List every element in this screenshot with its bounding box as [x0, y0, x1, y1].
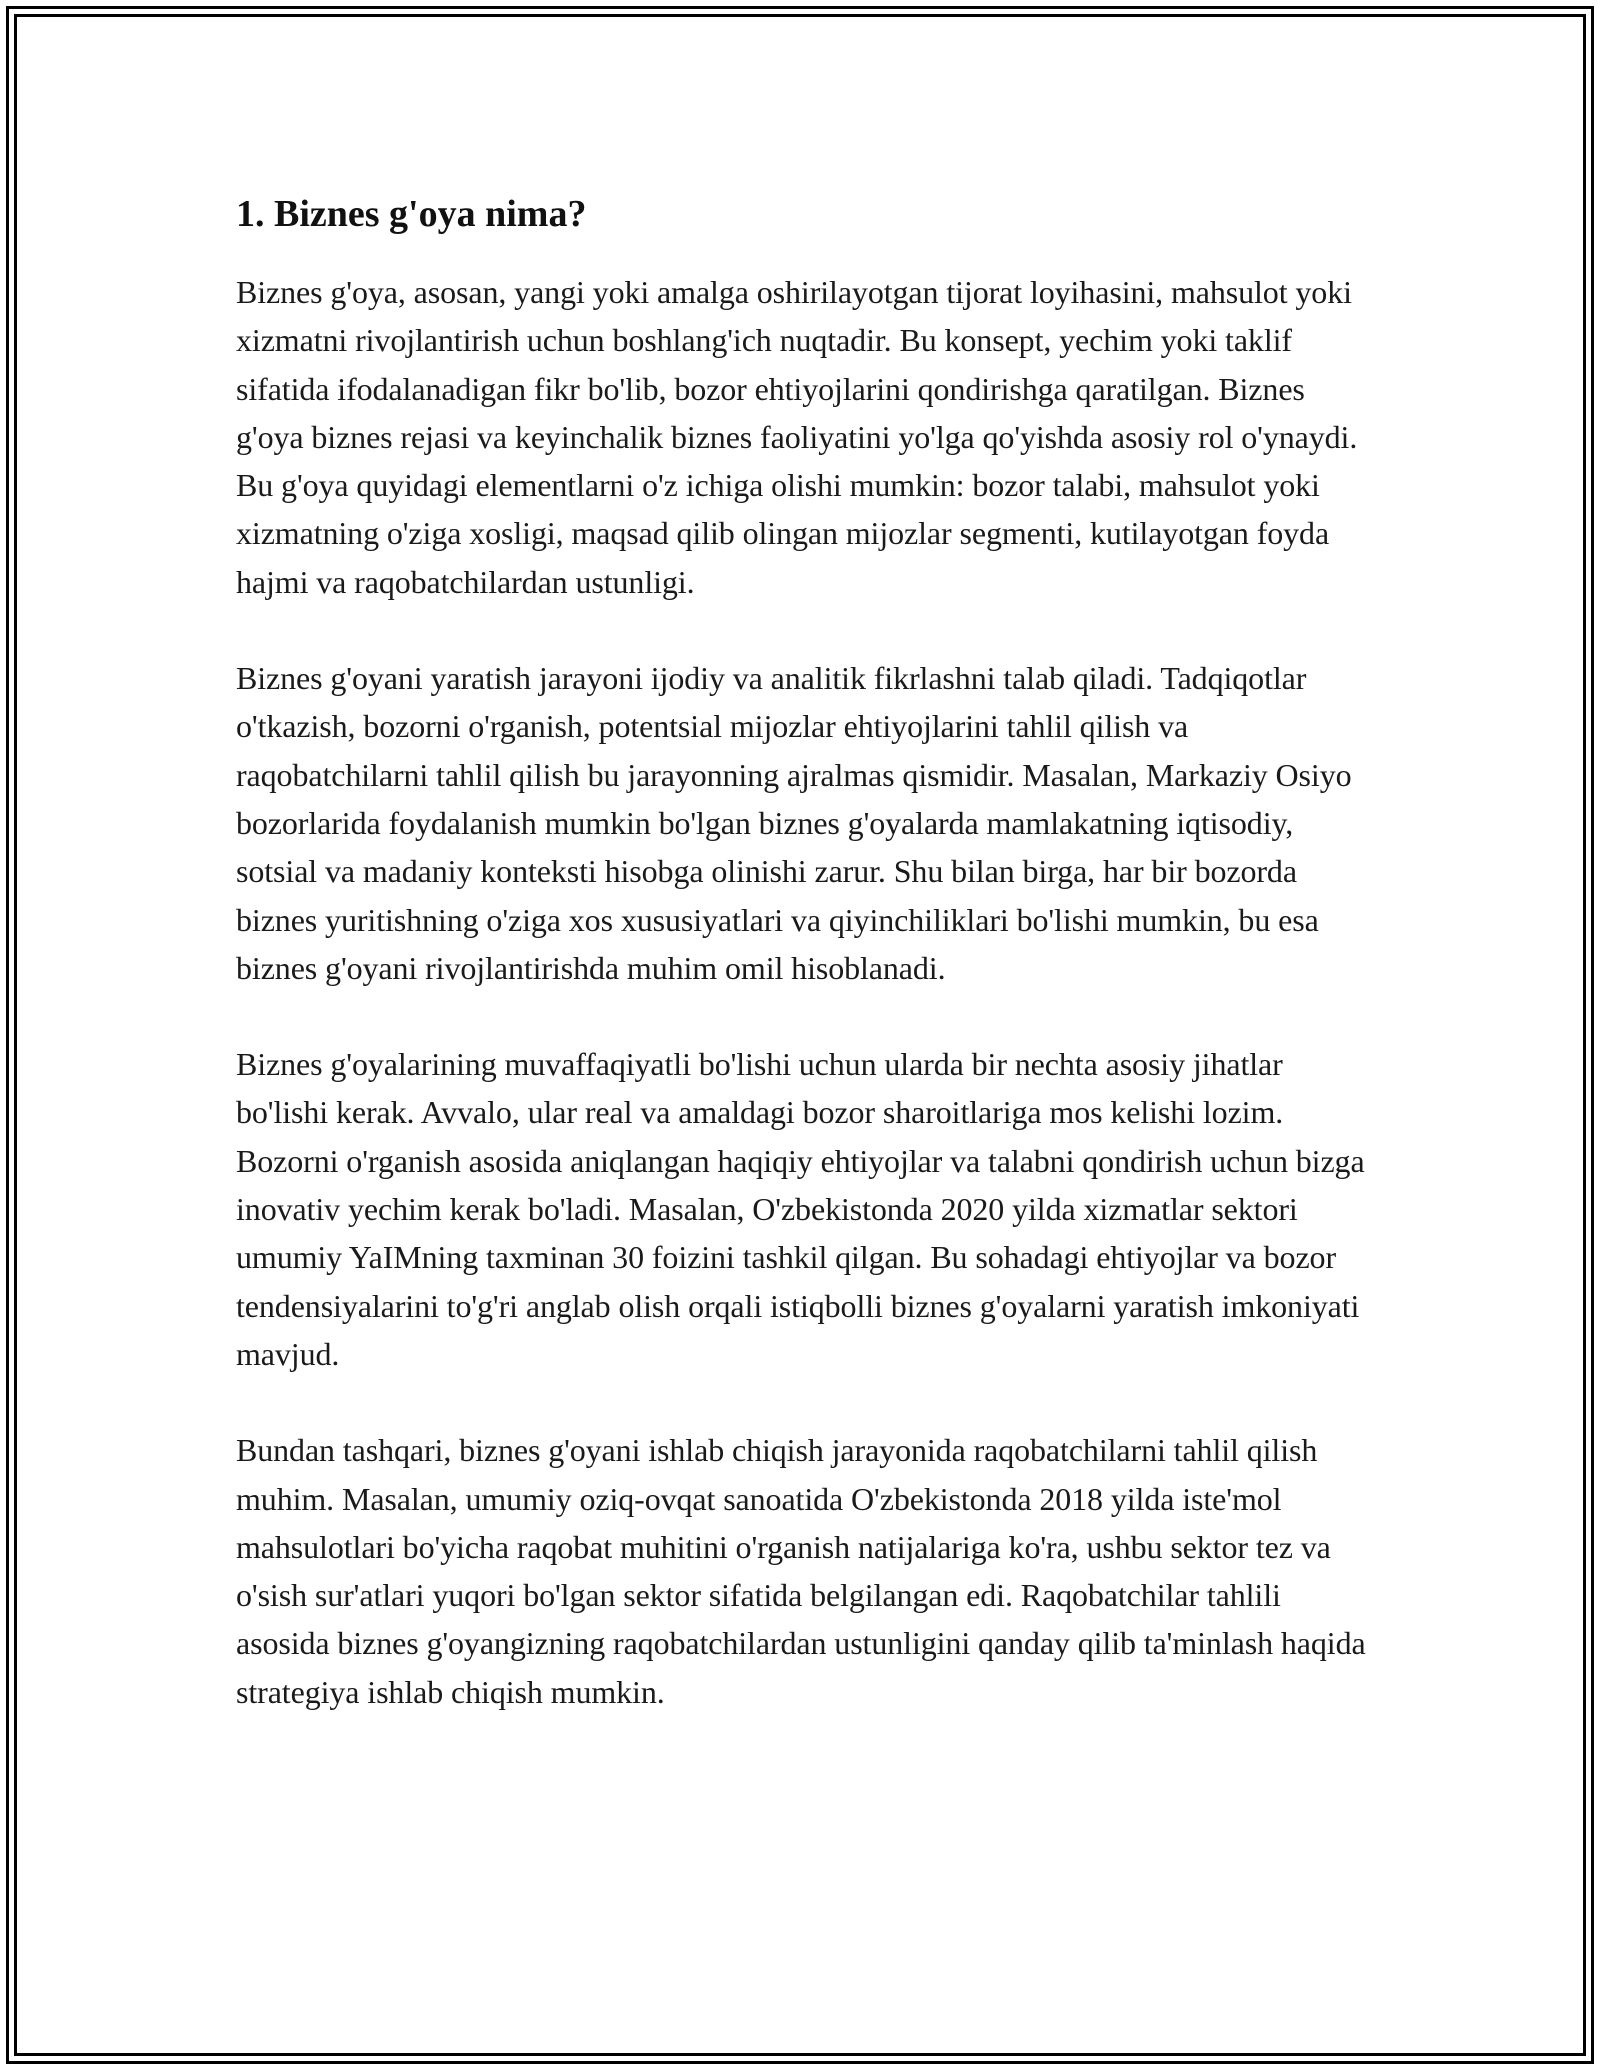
paragraph-4: Bundan tashqari, biznes g'oyani ishlab chiqish jarayonida raqobatchilarni tahlil qilish muhim. Masalan, umumiy oziq-ovqat sanoatida O'zbekistonda 2018 yilda iste'mol mahsulotlari bo'yicha raqobat muhitini o'rganish natijalariga ko'ra, ushbu sektor tez va o'sish sur'atlari yuqori bo'lgan sektor sifatida belgilangan edi. Raqobatchilar tahlili asosida biznes g'oyangizning raqobatchilardan ustunligini qanday qilib ta'minlash haqida strategiya ishlab chiqish mumkin.	[236, 1432, 1366, 1710]
paragraph-1: Biznes g'oya, asosan, yangi yoki amalga oshirilayotgan tijorat loyihasini, mahsulot yoki xizmatni rivojlantirish uchun boshlang'ich nuqtadir. Bu konsept, yechim yoki taklif sifatida ifodalanadigan fikr bo'lib, bozor ehtiyojlarini qondirishga qaratilgan. Biznes g'oya biznes rejasi va keyinchalik biznes faoliyatini yo'lga qo'yishda asosiy rol o'ynaydi. Bu g'oya quyidagi elementlarni o'z ichiga olishi mumkin: bozor talabi, mahsulot yoki xizmatning o'ziga xosligi, maqsad qilib olingan mijozlar segmenti, kutilayotgan foyda hajmi va raqobatchilardan ustunligi.	[236, 274, 1358, 600]
section-heading: 1. Biznes g'oya nima?	[236, 193, 587, 235]
paragraph-3: Biznes g'oyalarining muvaffaqiyatli bo'lishi uchun ularda bir nechta asosiy jihatlar bo'lishi kerak. Avvalo, ular real va amaldagi bozor sharoitlariga mos kelishi lozim. Bozorni o'rganish asosida aniqlangan haqiqiy ehtiyojlar va talabni qondirish uchun bizga inovativ yechim kerak bo'ladi. Masalan, O'zbekistonda 2020 yilda xizmatlar sektori umumiy YaIMning taxminan 30 foizini tashkil qilgan. Bu sohadagi ehtiyojlar va bozor tendensiyalarini to'g'ri anglab olish orqali istiqbolli biznes g'oyalarni yaratish imkoniyati mavjud.	[236, 1046, 1365, 1372]
document-body	[236, 186, 1366, 1716]
paragraph-2: Biznes g'oyani yaratish jarayoni ijodiy va analitik fikrlashni talab qiladi. Tadqiqotlar o'tkazish, bozorni o'rganish, potentsial mijozlar ehtiyojlarini tahlil qilish va raqobatchilarni tahlil qilish bu jarayonning ajralmas qismidir. Masalan, Markaziy Osiyo bozorlarida foydalanish mumkin bo'lgan biznes g'oyalarda mamlakatning iqtisodiy, sotsial va madaniy konteksti hisobga olinishi zarur. Shu bilan birga, har bir bozorda biznes yuritishning o'ziga xos xususiyatlari va qiyinchiliklari bo'lishi mumkin, bu esa biznes g'oyani rivojlantirishda muhim omil hisoblanadi.	[236, 660, 1352, 986]
